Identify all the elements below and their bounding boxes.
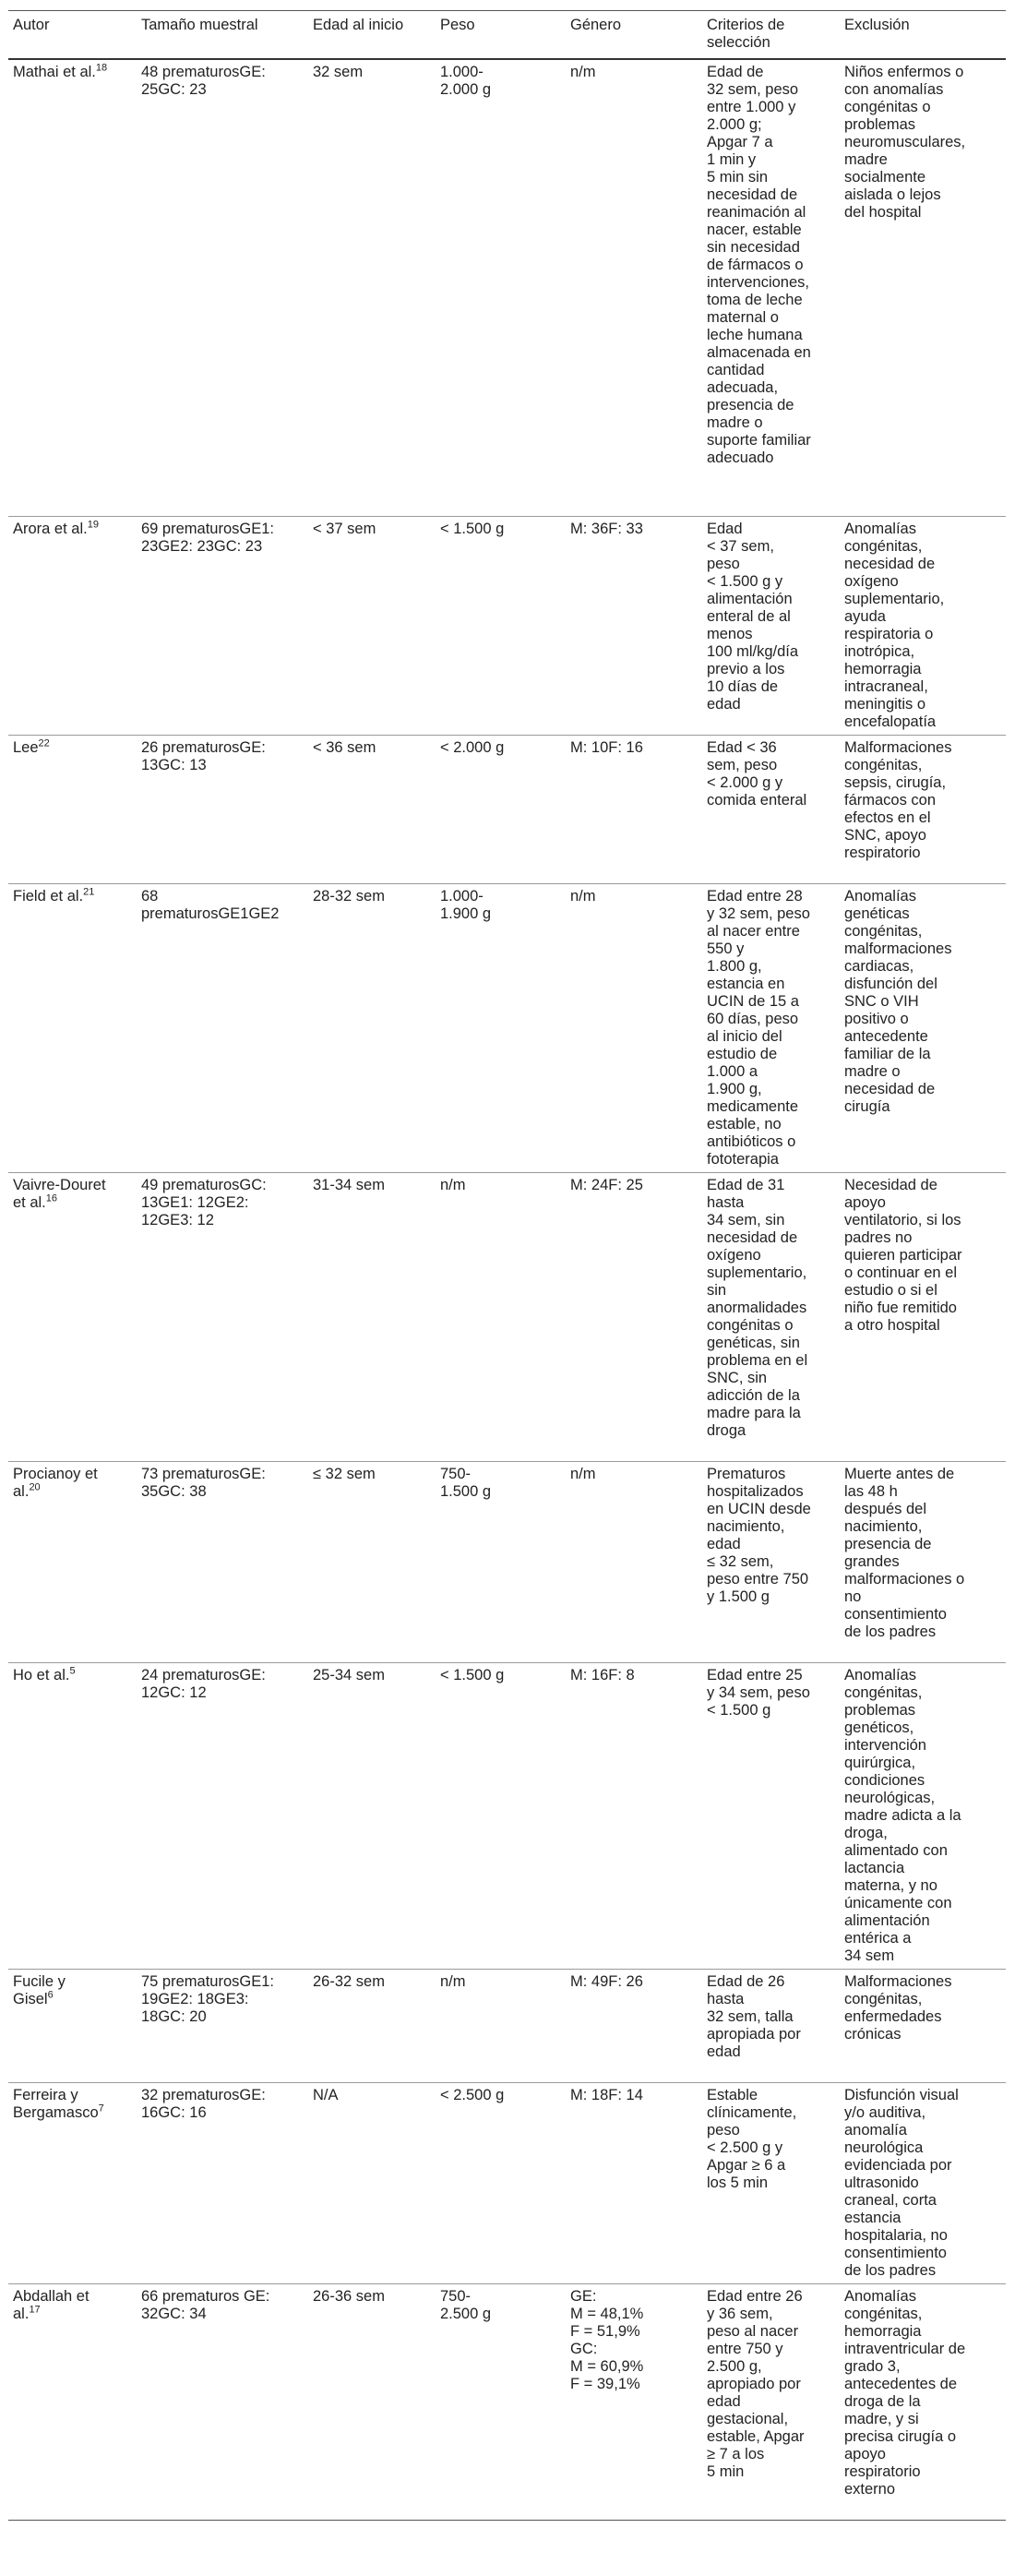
cell-exclusion: Anomalías congénitas, hemorragia intraventricular de grado 3, antecedentes de droga de la madre, y si precisa cirugía o apoyo respiratorio externo bbox=[844, 2288, 966, 2498]
author-name: Abdallah et al. bbox=[13, 2288, 90, 2322]
cell-exclusion: Anomalías genéticas congénitas, malformaciones cardiacas, disfunción del SNC o VIH positivo o antecedente familiar de la madre o necesidad de cirugía bbox=[844, 888, 952, 1115]
cell-edad: < 36 sem bbox=[313, 739, 376, 756]
table-row bbox=[8, 1663, 1006, 1970]
cell-peso: 750- 1.500 g bbox=[440, 1466, 492, 1500]
author-name: Ferreira y Bergamasco bbox=[13, 2087, 99, 2121]
cell-tamano: 24 prematurosGE: 12GC: 12 bbox=[141, 1667, 266, 1701]
cell-tamano: 49 prematurosGC: 13GE1: 12GE2: 12GE3: 12 bbox=[141, 1177, 267, 1228]
cell-autor bbox=[8, 1173, 137, 1462]
cell-genero: M: 24F: 25 bbox=[570, 1177, 643, 1193]
header-tamano-muestral: Tamaño muestral bbox=[141, 17, 258, 33]
cell-tamano: 73 prematurosGE: 35GC: 38 bbox=[141, 1466, 266, 1500]
cell-exclusion: Muerte antes de las 48 h después del nacimiento, presencia de grandes malformaciones o no consentimiento de los padres bbox=[844, 1466, 965, 1640]
cell-exclusion: Niños enfermos o con anomalías congénitas o problemas neuromusculares, madre socialmente aislada o lejos del hospital bbox=[844, 64, 966, 221]
cell-peso: 750- 2.500 g bbox=[440, 2288, 492, 2322]
cell-tamano: 26 prematurosGE: 13GC: 13 bbox=[141, 739, 266, 773]
cell-genero: GE: M = 48,1% F = 51,9% GC: M = 60,9% F = 39,1% bbox=[570, 2288, 644, 2392]
reference-number: 22 bbox=[38, 737, 50, 749]
table-row bbox=[8, 517, 1006, 736]
cell-edad: 32 sem bbox=[313, 64, 364, 80]
cell-exclusion: Necesidad de apoyo ventilatorio, si los padres no quieren participar o continuar en el estudio o si el niño fue remitido a otro hospital bbox=[844, 1177, 962, 1334]
reference-number: 16 bbox=[45, 1192, 58, 1204]
cell-autor bbox=[8, 1970, 137, 2083]
cell-autor bbox=[8, 1663, 137, 1970]
cell-criterios: Estable clínicamente, peso < 2.500 g y Apgar ≥ 6 a los 5 min bbox=[707, 2087, 797, 2191]
author-name: Ho et al. bbox=[13, 1667, 70, 1683]
author-name: Field et al. bbox=[13, 888, 84, 905]
cell-peso: n/m bbox=[440, 1177, 466, 1193]
cell-genero: M: 18F: 14 bbox=[570, 2087, 643, 2103]
cell-edad: < 37 sem bbox=[313, 521, 376, 537]
cell-edad: 26-32 sem bbox=[313, 1973, 385, 1990]
cell-peso: 1.000- 2.000 g bbox=[440, 64, 492, 98]
cell-criterios: Edad entre 25 y 34 sem, peso < 1.500 g bbox=[707, 1667, 810, 1719]
header-edad-inicio: Edad al inicio bbox=[313, 17, 404, 33]
cell-genero: n/m bbox=[570, 64, 596, 80]
cell-criterios: Edad < 36 sem, peso < 2.000 g y comida enteral bbox=[707, 739, 807, 809]
author-name: Mathai et al. bbox=[13, 64, 96, 80]
cell-peso: < 1.500 g bbox=[440, 521, 505, 537]
header-genero: Género bbox=[570, 17, 622, 33]
cell-autor bbox=[8, 884, 137, 1173]
cell-autor bbox=[8, 2083, 137, 2284]
author-name: Fucile y Gisel bbox=[13, 1973, 66, 2007]
cell-edad: 25-34 sem bbox=[313, 1667, 385, 1683]
cell-genero: M: 16F: 8 bbox=[570, 1667, 635, 1683]
cell-peso: 1.000- 1.900 g bbox=[440, 888, 492, 922]
cell-edad: N/A bbox=[313, 2087, 339, 2103]
cell-exclusion: Anomalías congénitas, problemas genéticos, intervención quirúrgica, condiciones neurológicas, madre adicta a la droga, alimentado con lactancia materna, y no únicamente con alimentación entérica a 34 sem bbox=[844, 1667, 961, 1964]
cell-exclusion: Malformaciones congénitas, sepsis, cirugía, fármacos con efectos en el SNC, apoyo respiratorio bbox=[844, 739, 952, 861]
author-name: Lee bbox=[13, 739, 39, 756]
cell-exclusion: Disfunción visual y/o auditiva, anomalía neurológica evidenciada por ultrasonido craneal, corta estancia hospitalaria, no consentimiento de los padres bbox=[844, 2087, 959, 2279]
cell-criterios: Edad de 26 hasta 32 sem, talla apropiada por edad bbox=[707, 1973, 801, 2060]
header-peso: Peso bbox=[440, 17, 475, 33]
cell-criterios: Edad entre 28 y 32 sem, peso al nacer entre 550 y 1.800 g, estancia en UCIN de 15 a 60 días, peso al inicio del estudio de 1.000 a 1.900 g, medicamente estable, no antibióticos o fototerapia bbox=[707, 888, 810, 1168]
author-name: Procianoy et al. bbox=[13, 1466, 98, 1500]
cell-genero: M: 36F: 33 bbox=[570, 521, 643, 537]
cell-criterios: Edad < 37 sem, peso < 1.500 g y alimentación enteral de al menos 100 ml/kg/día previo a los 10 días de edad bbox=[707, 521, 799, 713]
header-exclusion: Exclusión bbox=[844, 17, 910, 33]
reference-number: 6 bbox=[47, 1989, 54, 2001]
cell-exclusion: Malformaciones congénitas, enfermedades crónicas bbox=[844, 1973, 952, 2043]
cell-edad: 26-36 sem bbox=[313, 2288, 385, 2305]
table-row bbox=[8, 1173, 1006, 1462]
reference-number: 20 bbox=[29, 1481, 41, 1493]
cell-autor bbox=[8, 517, 137, 736]
cell-peso: n/m bbox=[440, 1973, 466, 1990]
cell-criterios: Prematuros hospitalizados en UCIN desde nacimiento, edad ≤ 32 sem, peso entre 750 y 1.500 g bbox=[707, 1466, 811, 1605]
header-criterios: Criterios de selección bbox=[707, 17, 785, 51]
cell-tamano: 66 prematuros GE: 32GC: 34 bbox=[141, 2288, 270, 2322]
cell-genero: n/m bbox=[570, 888, 596, 905]
cell-peso: < 1.500 g bbox=[440, 1667, 505, 1683]
table-row bbox=[8, 1970, 1006, 2083]
cell-edad: 28-32 sem bbox=[313, 888, 385, 905]
table-row bbox=[8, 736, 1006, 884]
cell-tamano: 75 prematurosGE1: 19GE2: 18GE3: 18GC: 20 bbox=[141, 1973, 274, 2025]
cell-autor bbox=[8, 2284, 137, 2521]
reference-number: 17 bbox=[29, 2304, 41, 2316]
reference-number: 5 bbox=[69, 1665, 76, 1677]
table-row bbox=[8, 2284, 1006, 2521]
cell-criterios: Edad de 32 sem, peso entre 1.000 y 2.000 g; Apgar 7 a 1 min y 5 min sin necesidad de reanimación al nacer, estable sin necesidad de fármacos o intervenciones, toma de leche maternal o leche humana almacenada en cantidad adecuada, presencia de madre o suporte familiar adecuado bbox=[707, 64, 811, 466]
cell-tamano: 68 prematurosGE1GE2 bbox=[141, 888, 280, 922]
cell-criterios: Edad de 31 hasta 34 sem, sin necesidad de oxígeno suplementario, sin anormalidades congénitas o genéticas, sin problema en el SNC, sin adicción de la madre para la droga bbox=[707, 1177, 808, 1439]
cell-genero: M: 49F: 26 bbox=[570, 1973, 643, 1990]
cell-tamano: 48 prematurosGE: 25GC: 23 bbox=[141, 64, 266, 98]
author-name: Vaivre-Douret et al. bbox=[13, 1177, 106, 1211]
table-row bbox=[8, 2083, 1006, 2284]
cell-tamano: 69 prematurosGE1: 23GE2: 23GC: 23 bbox=[141, 521, 274, 555]
author-name: Arora et al. bbox=[13, 521, 88, 537]
table-row bbox=[8, 884, 1006, 1173]
cell-genero: M: 10F: 16 bbox=[570, 739, 643, 756]
cell-autor bbox=[8, 1462, 137, 1663]
cell-genero: n/m bbox=[570, 1466, 596, 1482]
reference-number: 21 bbox=[83, 886, 95, 898]
cell-peso: < 2.500 g bbox=[440, 2087, 505, 2103]
table-row bbox=[8, 59, 1006, 517]
studies-table bbox=[8, 10, 1006, 2521]
reference-number: 18 bbox=[95, 62, 108, 74]
reference-number: 19 bbox=[87, 519, 99, 531]
cell-tamano: 32 prematurosGE: 16GC: 16 bbox=[141, 2087, 266, 2121]
reference-number: 7 bbox=[98, 2103, 104, 2115]
table-body bbox=[8, 59, 1006, 2521]
cell-exclusion: Anomalías congénitas, necesidad de oxígeno suplementario, ayuda respiratoria o inotrópica, hemorragia intracraneal, meningitis o encefalopatía bbox=[844, 521, 945, 730]
table-header bbox=[8, 11, 1006, 60]
header-autor: Autor bbox=[13, 17, 50, 33]
cell-edad: ≤ 32 sem bbox=[313, 1466, 376, 1482]
cell-autor bbox=[8, 736, 137, 884]
table-row bbox=[8, 1462, 1006, 1663]
cell-criterios: Edad entre 26 y 36 sem, peso al nacer entre 750 y 2.500 g, apropiado por edad gestacional, estable, Apgar ≥ 7 a los 5 min bbox=[707, 2288, 805, 2480]
cell-edad: 31-34 sem bbox=[313, 1177, 385, 1193]
cell-peso: < 2.000 g bbox=[440, 739, 505, 756]
cell-autor bbox=[8, 59, 137, 517]
